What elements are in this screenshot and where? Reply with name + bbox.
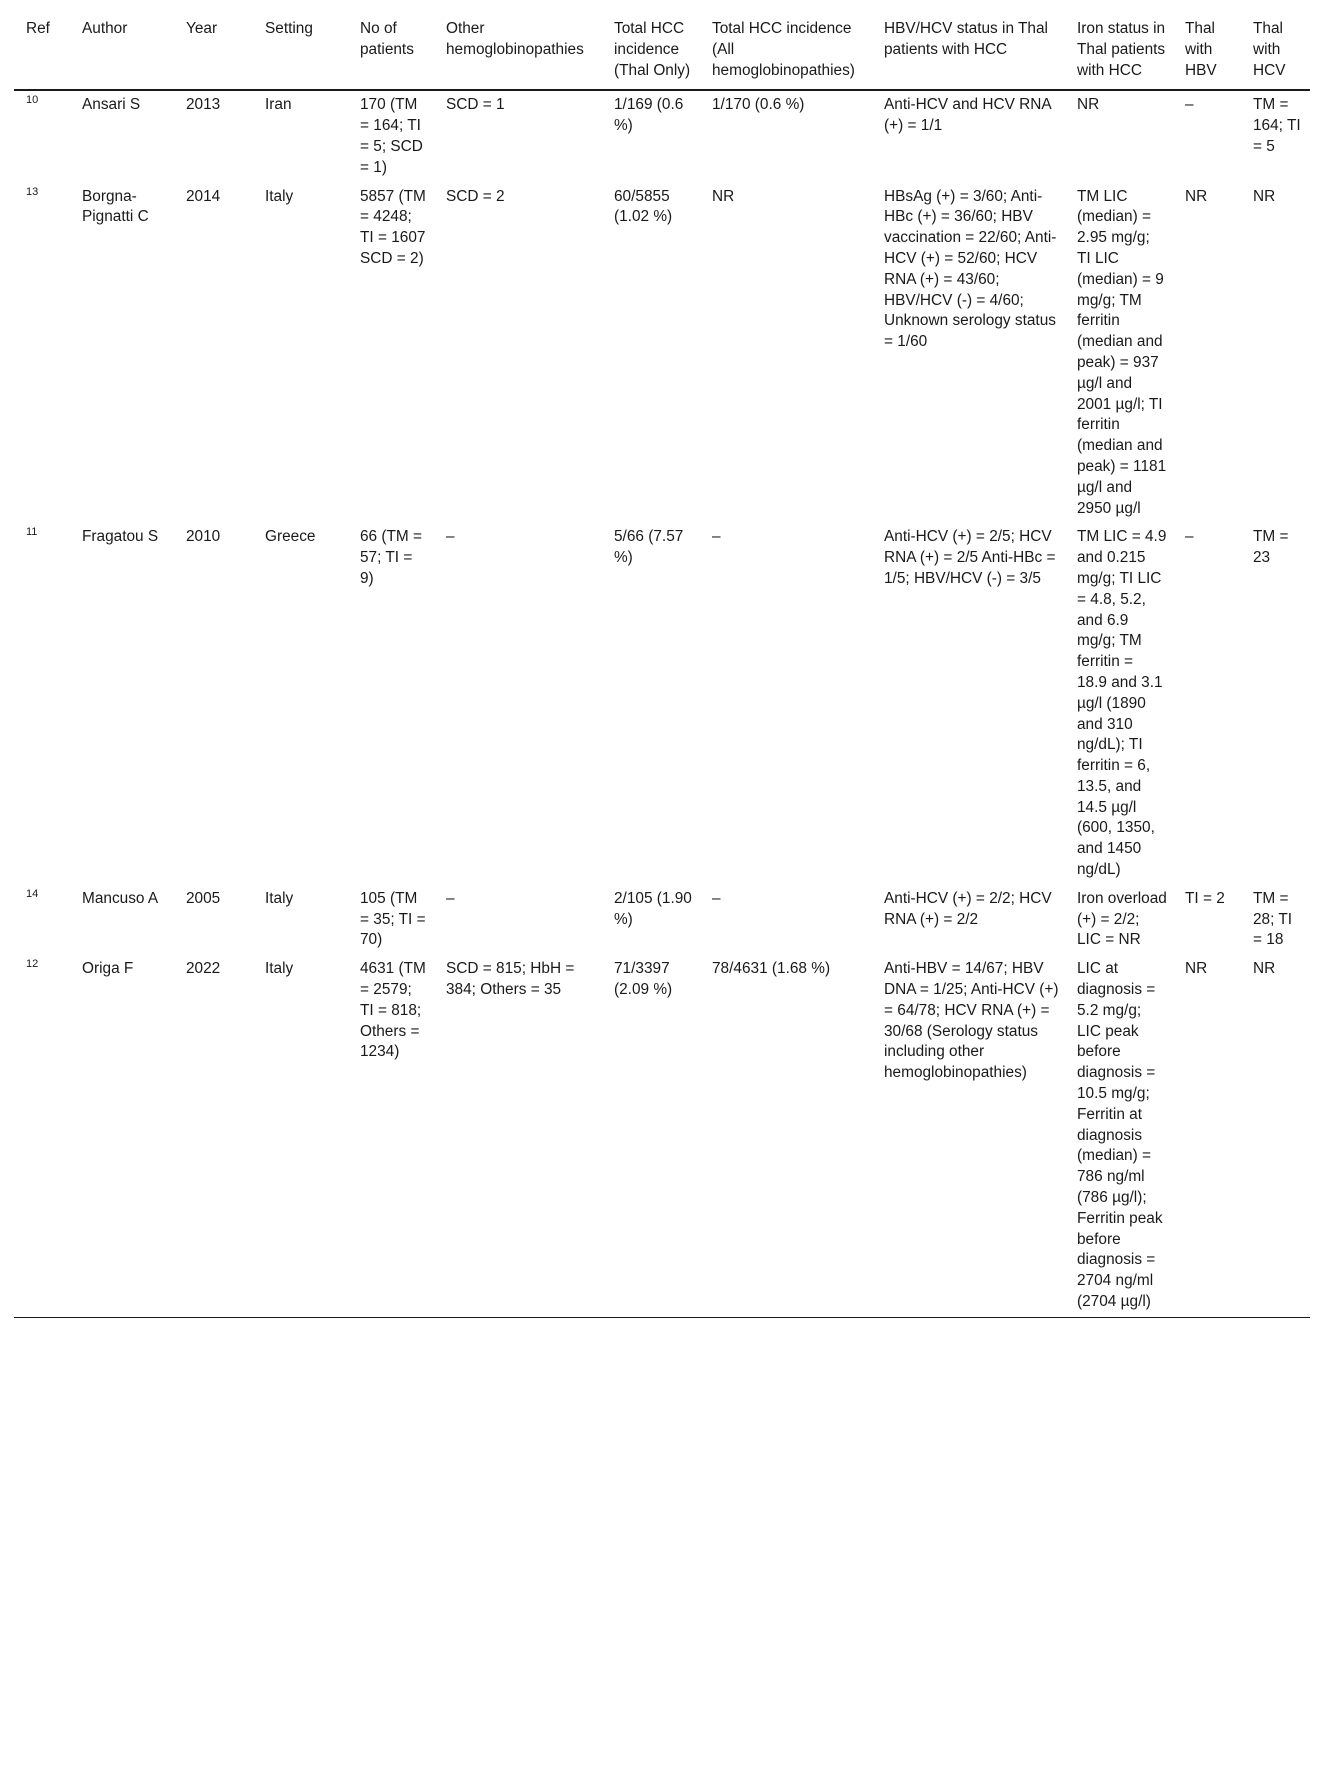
hbv-hcv-status-cell: Anti-HCV (+) = 2/5; HCV RNA (+) = 2/5 Anti-HBc = 1/5; HBV/HCV (-) = 3/5 bbox=[884, 528, 1056, 587]
setting-cell: Iran bbox=[265, 96, 292, 114]
thal-hbv-cell: – bbox=[1185, 528, 1194, 546]
col-header-iron-status: Iron status in Thal patients with HCC bbox=[1065, 12, 1173, 90]
col-header-author: Author bbox=[70, 12, 174, 90]
col-header-hcc-all: Total HCC incidence (All hemoglobinopathies) bbox=[700, 12, 872, 90]
author-cell: Ansari S bbox=[82, 96, 141, 114]
thal-hcv-cell: TM = 28; TI = 18 bbox=[1253, 889, 1293, 949]
year-cell: 2013 bbox=[186, 96, 221, 114]
author-cell: Borgna-Pignatti C bbox=[82, 187, 149, 226]
ref-cell: 11 bbox=[26, 526, 38, 539]
patients-cell: 5857 (TM = 4248; TI = 1607 SCD = 2) bbox=[360, 187, 426, 267]
hcc-thal-cell: 5/66 (7.57 %) bbox=[614, 528, 684, 567]
author-cell: Mancuso A bbox=[82, 889, 159, 907]
hbv-hcv-status-cell: Anti-HCV (+) = 2/2; HCV RNA (+) = 2/2 bbox=[884, 889, 1052, 928]
col-header-other-hemoglobinopathies: Other hemoglobinopathies bbox=[434, 12, 602, 90]
col-header-ref: Ref bbox=[14, 12, 70, 90]
table-row bbox=[14, 90, 1310, 182]
hcc-thal-cell: 1/169 (0.6 %) bbox=[614, 96, 684, 135]
setting-cell: Italy bbox=[253, 955, 348, 1317]
thal-hcv-cell: TM = 23 bbox=[1253, 528, 1289, 567]
hbv-hcv-status-cell: HBsAg (+) = 3/60; Anti-HBc (+) = 36/60; HBV vaccination = 22/60; Anti-HCV (+) = 52/60; HCV RNA (+) = 43/60; HBV/HCV (-) = 4/60; Unknown serology status = 1/60 bbox=[884, 187, 1057, 351]
patients-cell: 4631 (TM = 2579; TI = 818; Others = 1234) bbox=[348, 955, 434, 1317]
patients-cell: 170 (TM = 164; TI = 5; SCD = 1) bbox=[360, 96, 423, 176]
patients-cell: 105 (TM = 35; TI = 70) bbox=[360, 889, 426, 949]
iron-status-cell: NR bbox=[1077, 96, 1100, 114]
year-cell: 2005 bbox=[186, 889, 221, 907]
setting-cell: Greece bbox=[265, 528, 316, 546]
ref-cell: 14 bbox=[26, 887, 39, 900]
other-hemoglobinopathies-cell: – bbox=[446, 889, 455, 907]
iron-status-cell: LIC at diagnosis = 5.2 mg/g; LIC peak before diagnosis = 10.5 mg/g; Ferritin at diagnosis (median) = 786 ng/ml (786 µg/l); Ferritin peak before diagnosis = 2704 ng/ml (2704 µg/l) bbox=[1065, 955, 1173, 1317]
col-header-hbv-hcv-status: HBV/HCV status in Thal patients with HCC bbox=[872, 12, 1065, 90]
col-header-thal-hcv: Thal with HCV bbox=[1241, 12, 1310, 90]
col-header-thal-hbv: Thal with HBV bbox=[1173, 12, 1241, 90]
header-row bbox=[14, 12, 1310, 90]
hbv-hcv-status-cell: Anti-HBV = 14/67; HBV DNA = 1/25; Anti-HCV (+) = 64/78; HCV RNA (+) = 30/68 (Serology status including other hemoglobinopathies) bbox=[872, 955, 1065, 1317]
year-cell: 2010 bbox=[186, 528, 221, 546]
hcc-thal-cell: 60/5855 (1.02 %) bbox=[614, 187, 673, 226]
iron-status-cell: TM LIC = 4.9 and 0.215 mg/g; TI LIC = 4.8, 5.2, and 6.9 mg/g; TM ferritin = 18.9 and 3.1 µg/l (1890 and 310 ng/dL); TI ferritin = 6, 13.5, and 14.5 µg/l (600, 1350, and 1450 ng/dL) bbox=[1077, 528, 1167, 879]
hcc-all-cell: 78/4631 (1.68 %) bbox=[700, 955, 872, 1317]
col-header-hcc-thal: Total HCC incidence (Thal Only) bbox=[602, 12, 700, 90]
setting-cell: Italy bbox=[265, 889, 294, 907]
col-header-patients: No of patients bbox=[348, 12, 434, 90]
thal-hcv-cell: TM = 164; TI = 5 bbox=[1253, 96, 1301, 155]
hcc-all-cell: 1/170 (0.6 %) bbox=[712, 96, 805, 114]
setting-cell: Italy bbox=[265, 187, 294, 205]
thal-hbv-cell: NR bbox=[1173, 955, 1241, 1317]
ref-cell: 12 bbox=[14, 955, 70, 1317]
col-header-year: Year bbox=[174, 12, 253, 90]
col-header-setting: Setting bbox=[253, 12, 348, 90]
year-cell: 2022 bbox=[174, 955, 253, 1317]
other-hemoglobinopathies-cell: SCD = 2 bbox=[446, 187, 505, 205]
hcc-all-cell: – bbox=[712, 528, 721, 546]
thal-hcv-cell: NR bbox=[1253, 187, 1276, 205]
thal-hbv-cell: NR bbox=[1185, 187, 1208, 205]
table-row bbox=[14, 523, 1310, 885]
hbv-hcv-status-cell: Anti-HCV and HCV RNA (+) = 1/1 bbox=[884, 96, 1051, 135]
hcc-all-cell: NR bbox=[712, 187, 735, 205]
patients-cell: 66 (TM = 57; TI = 9) bbox=[360, 528, 423, 587]
year-cell: 2014 bbox=[186, 187, 221, 205]
iron-status-cell: TM LIC (median) = 2.95 mg/g; TI LIC (median) = 9 mg/g; TM ferritin (median and peak) = 937 µg/l and 2001 µg/l; TI ferritin (median and peak) = 1181 µg/l and 2950 µg/l bbox=[1077, 187, 1167, 517]
other-hemoglobinopathies-cell: – bbox=[446, 528, 455, 546]
thal-hcv-cell: NR bbox=[1241, 955, 1310, 1317]
thal-hbv-cell: TI = 2 bbox=[1185, 889, 1225, 907]
author-cell: Origa F bbox=[70, 955, 174, 1317]
table-row bbox=[14, 885, 1310, 955]
table-container bbox=[14, 12, 1310, 1318]
iron-status-cell: Iron overload (+) = 2/2; LIC = NR bbox=[1077, 889, 1167, 949]
hcc-all-cell: – bbox=[712, 889, 721, 907]
author-cell: Fragatou S bbox=[82, 528, 159, 546]
ref-cell: 13 bbox=[26, 185, 39, 198]
other-hemoglobinopathies-cell: SCD = 815; HbH = 384; Others = 35 bbox=[434, 955, 602, 1317]
table-row bbox=[14, 183, 1310, 524]
ref-cell: 10 bbox=[26, 94, 39, 107]
table-row bbox=[14, 955, 1310, 1317]
hcc-thal-cell: 2/105 (1.90 %) bbox=[614, 889, 692, 928]
hcc-thal-cell: 71/3397 (2.09 %) bbox=[602, 955, 700, 1317]
thal-hbv-cell: – bbox=[1185, 96, 1194, 114]
hcc-studies-table bbox=[14, 12, 1310, 1318]
other-hemoglobinopathies-cell: SCD = 1 bbox=[446, 96, 505, 114]
